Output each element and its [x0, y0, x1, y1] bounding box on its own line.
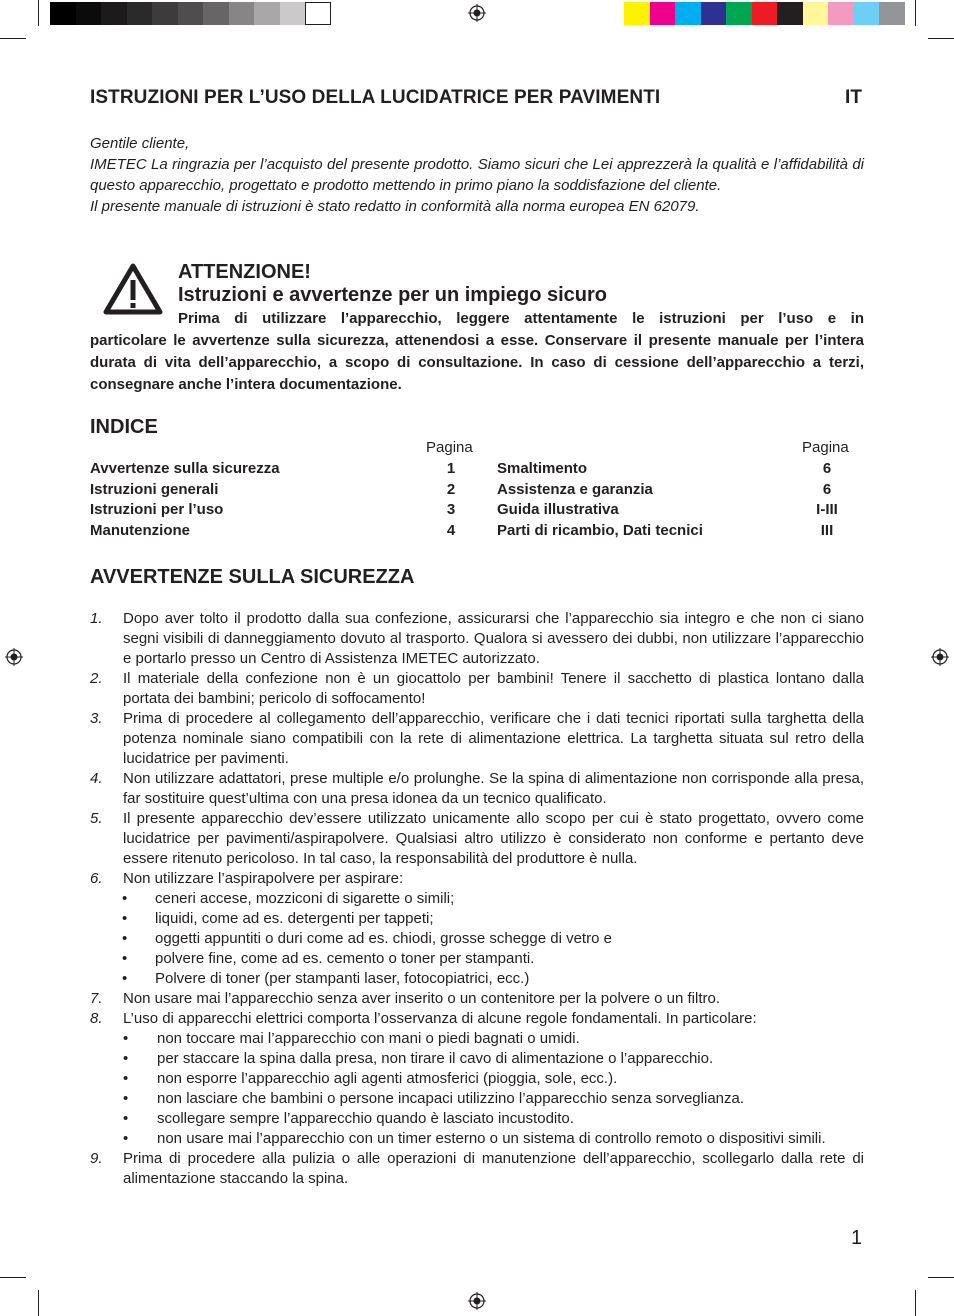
safety-title: AVVERTENZE SULLA SICUREZZA: [90, 566, 415, 588]
warning-title: ATTENZIONE!: [178, 261, 311, 283]
color-swatch: [76, 2, 102, 25]
bullet-item: [90, 949, 864, 969]
crop-mark: [915, 1290, 916, 1316]
index-entry-page: III: [820, 522, 834, 539]
item-text: L’uso di apparecchi elettrici comporta l’osservanza di alcune regole fondamentali. In particolare:: [123, 1010, 757, 1027]
bullet-text: ceneri accese, mozziconi di sigarette o simili;: [155, 890, 455, 907]
bullet-text: Polvere di toner (per stampanti laser, fotocopiatrici, ecc.): [155, 970, 530, 987]
item-number: 4.: [90, 770, 103, 787]
bullet-icon: •: [123, 1070, 129, 1087]
bullet-text: per staccare la spina dalla presa, non tirare il cavo di alimentazione o l’apparecchio.: [157, 1050, 714, 1067]
item-text: Il presente apparecchio dev’essere utilizzato unicamente allo scopo per cui è stato progettato, ovvero come lucidatrice per pavimenti/aspirapolvere. Qualsiasi altro utilizzo è considerato non conforme e pertanto deve essere ritenuto pericoloso. In tal caso, la responsabilità del produttore è nulla.: [123, 810, 864, 867]
item-text: Non usare mai l’apparecchio senza aver inserito o un contenitore per la polvere o un filtro.: [123, 990, 720, 1007]
registration-mark-icon: [468, 1292, 486, 1310]
bullet-item: [90, 1109, 864, 1129]
list-item: [90, 1009, 864, 1029]
index-title: INDICE: [90, 416, 158, 438]
bullet-item: [90, 969, 864, 989]
color-swatch: [152, 2, 178, 25]
item-number: 5.: [90, 810, 103, 827]
color-swatch: [229, 2, 255, 25]
index-entry-page: 4: [446, 522, 456, 539]
list-item: [90, 989, 864, 1009]
crop-mark: [38, 1290, 39, 1316]
item-number: 6.: [90, 870, 103, 887]
registration-mark-icon: [468, 4, 486, 22]
bullet-icon: •: [122, 950, 128, 967]
item-text: Prima di procedere alla pulizia o alle operazioni di manutenzione dell’apparecchio, scollegarlo dalla rete di alimentazione staccando la spina.: [123, 1150, 864, 1187]
crop-mark: [928, 1277, 954, 1278]
bullet-icon: •: [122, 970, 128, 987]
registration-mark-icon: [5, 648, 23, 666]
color-swatch: [280, 2, 306, 25]
item-number: 2.: [90, 670, 103, 687]
color-swatch: [752, 2, 778, 25]
safety-list: [90, 609, 864, 1189]
index-entry-page: I-III: [816, 501, 838, 518]
item-number: 1.: [90, 610, 103, 627]
item-text: Dopo aver tolto il prodotto dalla sua confezione, assicurarsi che l’apparecchio sia integro e che non ci siano segni visibili di danneggiamento dovuto al trasporto. Qualora si avessero dei dubbi, non utilizzare l’apparecchio e portarlo presso un Centro di Assistenza IMETEC autorizzato.: [123, 610, 864, 667]
crop-mark: [38, 0, 39, 26]
bullet-icon: •: [123, 1090, 129, 1107]
color-swatch: [305, 2, 331, 25]
bullet-item: [90, 1069, 864, 1089]
item-number: 9.: [90, 1150, 103, 1167]
bullet-text: non lasciare che bambini o persone incapaci utilizzino l’apparecchio senza sorveglianza.: [157, 1090, 745, 1107]
bullet-text: non esporre l’apparecchio agli agenti atmosferici (pioggia, sole, ecc.).: [157, 1070, 618, 1087]
color-swatch: [701, 2, 727, 25]
page-column-header: Pagina: [426, 439, 473, 456]
crop-mark: [0, 38, 26, 39]
item-text: Il materiale della confezione non è un giocattolo per bambini! Tenere il sacchetto di plastica lontano dalla portata dei bambini; pericolo di soffocamento!: [123, 670, 864, 707]
warning-text: particolare le avvertenze sulla sicurezza, attenendosi a esse. Conservare il presente manuale per l’intera durata di vita dell’apparecchio, a scopo di consultazione. In caso di cessione dell’apparecchio a terzi, consegnare anche l’intera documentazione.: [90, 332, 864, 393]
color-swatch: [803, 2, 829, 25]
index-entry-page: 6: [822, 481, 832, 498]
bullet-icon: •: [123, 1030, 129, 1047]
color-swatch: [650, 2, 676, 25]
list-item: [90, 609, 864, 669]
bullet-icon: •: [123, 1130, 129, 1147]
page-column-header: Pagina: [802, 439, 849, 456]
bullet-item: [90, 1129, 864, 1149]
item-number: 3.: [90, 710, 103, 727]
color-swatch: [50, 2, 76, 25]
bullet-icon: •: [122, 890, 128, 907]
bullet-item: [90, 1049, 864, 1069]
index-entry-label: Istruzioni per l’uso: [90, 501, 224, 518]
bullet-text: scollegare sempre l’apparecchio quando è lasciato incustodito.: [157, 1110, 574, 1127]
index-entry-label: Assistenza e garanzia: [497, 481, 653, 498]
bullet-item: [90, 929, 864, 949]
crop-mark: [0, 1277, 26, 1278]
list-item: [90, 769, 864, 809]
bullet-item: [90, 1089, 864, 1109]
bullet-icon: •: [123, 1050, 129, 1067]
bullet-icon: •: [122, 930, 128, 947]
index-entry-page: 3: [446, 501, 456, 518]
bullet-text: oggetti appuntiti o duri come ad es. chiodi, grosse schegge di vetro e: [155, 930, 612, 947]
list-item: [90, 809, 864, 869]
bullet-text: non usare mai l’apparecchio con un timer esterno o un sistema di controllo remoto o dispositivi simili.: [157, 1130, 826, 1147]
index-entry-label: Parti di ricambio, Dati tecnici: [497, 522, 703, 539]
bullet-text: liquidi, come ad es. detergenti per tappeti;: [155, 910, 434, 927]
list-item: [90, 869, 864, 889]
color-swatch: [254, 2, 280, 25]
document-title: ISTRUZIONI PER L’USO DELLA LUCIDATRICE PER PAVIMENTI: [90, 87, 661, 108]
greeting: Gentile cliente,: [90, 135, 190, 152]
bullet-item: [90, 909, 864, 929]
bullet-item: [90, 889, 864, 909]
index-entry-label: Smaltimento: [497, 460, 588, 477]
color-swatch: [828, 2, 854, 25]
intro-body: IMETEC La ringrazia per l’acquisto del presente prodotto. Siamo sicuri che Lei apprezzerà la qualità e l’affidabilità di questo apparecchio, progettato e prodotto mettendo in primo piano la soddisfazione del cliente.: [90, 156, 864, 194]
color-swatch: [854, 2, 880, 25]
bullet-text: polvere fine, come ad es. cemento o toner per stampanti.: [155, 950, 535, 967]
registration-mark-icon: [931, 648, 949, 666]
index-entry-label: Guida illustrativa: [497, 501, 619, 518]
item-text: Prima di procedere al collegamento dell’apparecchio, verificare che i dati tecnici riportati sulla targhetta della potenza nominale siano compatibili con la rete di alimentazione elettrica. La targhetta situata sul retro della lucidatrice per pavimenti.: [123, 710, 864, 767]
bullet-icon: •: [123, 1110, 129, 1127]
index-entry-label: Manutenzione: [90, 522, 190, 539]
index-entry-page: 6: [822, 460, 832, 477]
item-number: 7.: [90, 990, 103, 1007]
language-code: IT: [845, 87, 863, 108]
color-swatch: [624, 2, 650, 25]
list-item: [90, 1149, 864, 1189]
bullet-icon: •: [122, 910, 128, 927]
warning-subtitle: Istruzioni e avvertenze per un impiego sicuro: [178, 284, 607, 306]
color-swatch: [726, 2, 752, 25]
index-entry-page: 1: [446, 460, 456, 477]
crop-mark: [928, 38, 954, 39]
item-text: Non utilizzare l’aspirapolvere per aspirare:: [123, 870, 404, 887]
color-swatch: [777, 2, 803, 25]
intro-norm: Il presente manuale di istruzioni è stato redatto in conformità alla norma europea EN 62079.: [90, 198, 700, 215]
item-text: Non utilizzare adattatori, prese multiple e/o prolunghe. Se la spina di alimentazione non corrisponde alla presa, far sostituire quest’ultima con una presa idonea da un tecnico qualificato.: [123, 770, 864, 807]
list-item: [90, 669, 864, 709]
index-entry-page: 2: [446, 481, 456, 498]
index-entry-label: Avvertenze sulla sicurezza: [90, 460, 280, 477]
color-swatch: [203, 2, 229, 25]
list-item: [90, 709, 864, 769]
color-swatch: [879, 2, 905, 25]
index-entry-label: Istruzioni generali: [90, 481, 219, 498]
warning-triangle-icon: [103, 263, 163, 315]
item-number: 8.: [90, 1010, 103, 1027]
color-swatch: [675, 2, 701, 25]
color-swatch: [178, 2, 204, 25]
page-number: 1: [851, 1227, 863, 1249]
color-swatch: [127, 2, 153, 25]
bullet-item: [90, 1029, 864, 1049]
bullet-text: non toccare mai l’apparecchio con mani o piedi bagnati o umidi.: [157, 1030, 580, 1047]
intro-section: [90, 133, 864, 217]
crop-mark: [915, 0, 916, 26]
warning-text-first-line: Prima di utilizzare l’apparecchio, leggere attentamente le istruzioni per l’uso e in: [178, 310, 864, 327]
color-swatch: [101, 2, 127, 25]
